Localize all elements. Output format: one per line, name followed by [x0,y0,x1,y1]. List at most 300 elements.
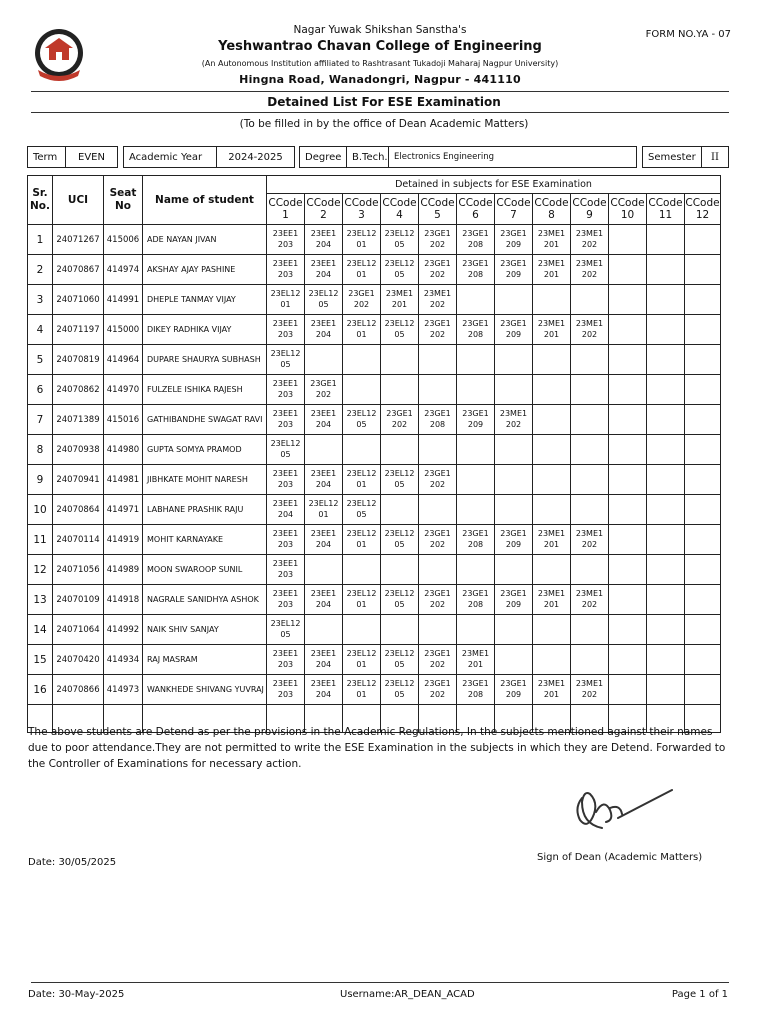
subject-code-part: 23EE1 [310,469,337,478]
subject-code-part: 23ME1 [537,319,566,328]
student-name-cell: NAIK SHIV SANJAY [143,615,267,645]
header-student-name: Name of student [143,176,267,225]
ccode-header-10 [609,194,647,225]
subject-code-part: 201 [543,599,560,609]
subject-code-cell [647,525,685,555]
ccode-number: 4 [396,209,403,221]
subject-code-cell [381,345,419,375]
subject-code-cell [457,225,495,255]
subject-code-cell [571,255,609,285]
uci-cell: 24070938 [53,435,104,465]
ccode-header-12 [685,194,721,225]
uci-cell: 24070420 [53,645,104,675]
subject-code-cell [457,285,495,315]
subject-code-cell [533,285,571,315]
header-seat-no: Seat No [104,176,143,225]
subject-code-cell [419,315,457,345]
subject-code-part: 23EE1 [272,379,299,388]
subject-code-cell [495,405,533,435]
subject-code-cell [495,465,533,495]
subject-code-cell [419,285,457,315]
subject-code-cell [571,375,609,405]
subject-code-part: 05 [394,479,405,489]
subject-code-cell [419,345,457,375]
subject-code-part: 05 [394,599,405,609]
subject-code-part: 23EL12 [384,319,415,328]
ccode-number: 1 [282,209,289,221]
subject-code-part: 23EL12 [270,289,301,298]
subject-code-part: 23ME1 [537,259,566,268]
subject-code-cell [571,495,609,525]
subject-code-part: 208 [467,599,484,609]
subject-code-cell [305,435,343,465]
subject-code-part: 204 [315,689,332,699]
subject-code-cell [343,495,381,525]
subject-code-cell [381,555,419,585]
sr-no-cell: 7 [28,405,53,435]
subject-code-cell [533,225,571,255]
sr-no-cell: 9 [28,465,53,495]
seat-no-cell: 414981 [104,465,143,495]
subject-code-cell [609,555,647,585]
subject-code-cell [685,585,721,615]
header-uci: UCI [53,176,104,225]
college-address: Hingna Road, Wanadongri, Nagpur - 441110 [239,73,521,86]
subject-code-cell [457,495,495,525]
seat-no-cell: 414971 [104,495,143,525]
subject-code-part: 01 [356,689,367,699]
subject-code-part: 23EL12 [346,679,377,688]
subject-code-cell [267,525,305,555]
subject-code-part: 23GE1 [462,589,489,598]
subject-code-cell [609,255,647,285]
subject-code-cell [343,615,381,645]
subject-code-part: 05 [356,419,367,429]
subject-code-cell [495,435,533,465]
table-row [28,675,721,705]
branch-name: Electronics Engineering [388,147,636,167]
subject-code-part: 23EL12 [384,649,415,658]
subject-code-cell [495,345,533,375]
subject-code-cell [533,405,571,435]
sr-no-cell: 16 [28,675,53,705]
table-row [28,375,721,405]
subject-code-part: 203 [277,659,294,669]
subject-code-part: 23EE1 [310,679,337,688]
subject-code-part: 23ME1 [575,319,604,328]
subject-code-cell [609,525,647,555]
subject-code-part: 23EE1 [310,529,337,538]
footer-divider [31,982,729,983]
ccode-number: 5 [434,209,441,221]
subject-code-cell [571,285,609,315]
uci-cell: 24071197 [53,315,104,345]
subject-code-part: 202 [505,419,522,429]
subject-code-cell [343,645,381,675]
subject-code-cell [457,585,495,615]
subject-code-part: 23EL12 [384,469,415,478]
subject-code-part: 202 [429,299,446,309]
sr-no-cell: 13 [28,585,53,615]
subject-code-part: 23EE1 [272,529,299,538]
table-row [28,585,721,615]
table-row [28,465,721,495]
subject-code-part: 23EL12 [270,619,301,628]
subject-code-part: 23EL12 [346,649,377,658]
subject-code-cell [647,225,685,255]
subject-code-part: 23EE1 [272,649,299,658]
semester-value: II [701,147,728,167]
subject-code-cell [305,315,343,345]
seat-no-cell: 414970 [104,375,143,405]
uci-cell: 24070819 [53,345,104,375]
subject-code-cell [495,615,533,645]
subject-code-cell [343,375,381,405]
ccode-label: CCode [268,197,303,209]
subject-code-cell [647,405,685,435]
subject-code-cell [685,285,721,315]
subject-code-cell [419,405,457,435]
table-row [28,405,721,435]
subject-code-part: 05 [394,329,405,339]
subject-code-cell [305,285,343,315]
student-name-cell: DIKEY RADHIKA VIJAY [143,315,267,345]
student-name-cell: AKSHAY AJAY PASHINE [143,255,267,285]
subject-code-part: 208 [467,239,484,249]
subject-code-part: 201 [543,689,560,699]
subject-code-cell [571,465,609,495]
subject-code-cell [647,255,685,285]
subject-code-part: 23EE1 [272,589,299,598]
subject-code-cell [457,675,495,705]
subject-code-part: 23EL12 [346,499,377,508]
subject-code-cell [571,525,609,555]
seat-no-cell: 414989 [104,555,143,585]
subject-code-cell [419,675,457,705]
subject-code-cell [647,435,685,465]
sr-no-cell: 10 [28,495,53,525]
ccode-label: CCode [610,197,645,209]
subject-code-cell [419,255,457,285]
subject-code-cell [533,495,571,525]
ccode-label: CCode [344,197,379,209]
table-row [28,255,721,285]
ccode-header-9 [571,194,609,225]
subject-code-part: 01 [318,509,329,519]
subject-code-cell [609,615,647,645]
subject-code-cell [381,585,419,615]
subject-code-cell [381,615,419,645]
subject-code-part: 23ME1 [575,679,604,688]
subject-code-cell [533,255,571,285]
subject-code-part: 23EL12 [384,259,415,268]
ccode-label: CCode [306,197,341,209]
subject-code-cell [343,585,381,615]
subject-code-cell [305,495,343,525]
subject-code-cell [267,225,305,255]
dean-signature [560,768,680,840]
subject-code-part: 01 [356,479,367,489]
subject-code-cell [647,315,685,345]
uci-cell: 24070114 [53,525,104,555]
detained-students-table [27,175,721,733]
table-row [28,615,721,645]
subject-code-part: 23GE1 [500,679,527,688]
subject-code-part: 202 [581,269,598,279]
subject-code-cell [267,495,305,525]
subject-code-cell [685,465,721,495]
subject-code-cell [305,525,343,555]
subject-code-part: 208 [467,329,484,339]
subject-code-part: 209 [505,539,522,549]
subject-code-cell [267,345,305,375]
college-logo [30,26,88,84]
semester-label: Semester [648,151,696,163]
uci-cell: 24070109 [53,585,104,615]
footer-date: Date: 30-May-2025 [28,989,125,1000]
ccode-label: CCode [534,197,569,209]
uci-cell: 24070864 [53,495,104,525]
table-row [28,285,721,315]
seat-no-cell: 414974 [104,255,143,285]
subject-code-cell [343,675,381,705]
subject-code-cell [381,405,419,435]
uci-cell: 24071267 [53,225,104,255]
subject-code-part: 23ME1 [537,679,566,688]
subject-code-cell [305,615,343,645]
subject-code-cell [267,255,305,285]
subject-code-cell [267,315,305,345]
subject-code-part: 203 [277,269,294,279]
ccode-number: 2 [320,209,327,221]
subject-code-part: 23GE1 [462,679,489,688]
ccode-number: 7 [510,209,517,221]
subject-code-part: 201 [543,269,560,279]
student-name-cell: MOHIT KARNAYAKE [143,525,267,555]
subject-code-cell [305,255,343,285]
student-name-cell: GUPTA SOMYA PRAMOD [143,435,267,465]
subject-code-cell [571,615,609,645]
student-name-cell: MOON SWAROOP SUNIL [143,555,267,585]
subject-code-part: 23GE1 [462,319,489,328]
subject-code-part: 23ME1 [575,529,604,538]
student-name-cell: LABHANE PRASHIK RAJU [143,495,267,525]
subject-code-part: 23GE1 [500,589,527,598]
subject-code-part: 203 [277,569,294,579]
subject-code-cell [685,225,721,255]
subject-code-part: 23GE1 [462,529,489,538]
subject-code-part: 23ME1 [537,589,566,598]
degree-value: B.Tech. [346,147,388,167]
term-label: Term [33,151,58,163]
subject-code-cell [381,495,419,525]
subject-code-part: 23EL12 [346,259,377,268]
subject-code-part: 203 [277,389,294,399]
subject-code-part: 05 [394,239,405,249]
ccode-number: 10 [620,209,635,221]
subject-code-cell [647,465,685,495]
subject-code-cell [533,615,571,645]
subject-code-cell [685,495,721,525]
subject-code-cell [267,435,305,465]
subject-code-cell [381,375,419,405]
uci-cell: 24071389 [53,405,104,435]
subject-code-part: 208 [467,269,484,279]
autonomous-note: (An Autonomous Institution affiliated to Rashtrasant Tukadoji Maharaj Nagpur University) [201,59,559,68]
subject-code-part: 208 [467,689,484,699]
header-sr-no: Sr. No. [28,176,53,225]
subject-code-part: 23ME1 [499,409,528,418]
subject-code-cell [685,255,721,285]
subject-code-cell [267,645,305,675]
subject-code-part: 23GE1 [462,259,489,268]
subject-code-part: 23ME1 [537,529,566,538]
ccode-header-5 [419,194,457,225]
subject-code-cell [533,465,571,495]
subject-code-part: 01 [356,539,367,549]
subject-code-part: 201 [467,659,484,669]
subject-code-part: 208 [467,539,484,549]
subject-code-cell [685,375,721,405]
subject-code-part: 05 [318,299,329,309]
subject-code-cell [647,615,685,645]
subject-code-cell [495,645,533,675]
ccode-label: CCode [420,197,455,209]
ccode-number: 12 [695,209,710,221]
subject-code-part: 23GE1 [424,259,451,268]
subject-code-part: 202 [429,239,446,249]
term-value: EVEN [65,147,117,167]
subject-code-cell [685,435,721,465]
seat-no-cell: 414934 [104,645,143,675]
semester-box [642,146,729,168]
subject-code-part: 23EL12 [346,469,377,478]
subject-code-cell [381,315,419,345]
uci-cell: 24070941 [53,465,104,495]
subject-code-part: 202 [581,599,598,609]
subject-code-part: 05 [280,629,291,639]
subject-code-cell [305,405,343,435]
degree-box [299,146,637,168]
subject-code-part: 23EL12 [346,589,377,598]
subject-code-part: 201 [391,299,408,309]
subject-code-cell [647,645,685,675]
subject-code-cell [267,405,305,435]
subject-code-cell [571,555,609,585]
subject-code-cell [305,225,343,255]
subject-code-cell [419,585,457,615]
subject-code-part: 23EL12 [384,229,415,238]
seat-no-cell: 414919 [104,525,143,555]
subject-code-cell [343,525,381,555]
subject-code-cell [419,435,457,465]
subject-code-cell [267,555,305,585]
table-row [28,645,721,675]
subject-code-cell [381,525,419,555]
sr-no-cell: 14 [28,615,53,645]
subject-code-part: 05 [394,269,405,279]
subject-code-part: 23EE1 [272,499,299,508]
subject-code-part: 204 [315,479,332,489]
uci-cell: 24070867 [53,255,104,285]
subject-code-cell [419,495,457,525]
subject-code-cell [609,375,647,405]
subject-code-cell [533,345,571,375]
student-name-cell: JIBHKATE MOHIT NARESH [143,465,267,495]
subject-code-part: 23EL12 [346,409,377,418]
subject-code-cell [571,225,609,255]
subject-code-part: 23ME1 [461,649,490,658]
subject-code-part: 201 [543,239,560,249]
subject-code-cell [647,285,685,315]
student-name-cell: FULZELE ISHIKA RAJESH [143,375,267,405]
uci-cell: 24070862 [53,375,104,405]
subject-code-cell [381,435,419,465]
subject-code-part: 203 [277,419,294,429]
subject-code-cell [457,375,495,405]
subject-code-part: 209 [505,689,522,699]
subject-code-cell [381,255,419,285]
subject-code-part: 23ME1 [385,289,414,298]
ccode-header-11 [647,194,685,225]
subject-code-cell [343,345,381,375]
subject-code-part: 05 [356,509,367,519]
ccode-header-1 [267,194,305,225]
subject-code-cell [609,285,647,315]
subject-code-cell [457,435,495,465]
footer-page-number: Page 1 of 1 [671,989,728,1000]
subject-code-part: 01 [356,329,367,339]
ccode-label: CCode [382,197,417,209]
ccode-label: CCode [648,197,683,209]
subject-code-part: 23GE1 [500,529,527,538]
subject-code-cell [343,285,381,315]
subject-code-part: 202 [429,689,446,699]
subject-code-cell [267,375,305,405]
table-row [28,435,721,465]
ccode-number: 3 [358,209,365,221]
subject-code-part: 23EE1 [310,229,337,238]
subject-code-cell [305,555,343,585]
subject-code-part: 202 [315,389,332,399]
subject-code-part: 23EE1 [310,649,337,658]
title-divider [31,112,729,113]
subject-code-cell [609,225,647,255]
seat-no-cell: 414964 [104,345,143,375]
uci-cell: 24071064 [53,615,104,645]
subject-code-cell [381,675,419,705]
subject-code-part: 23GE1 [424,469,451,478]
subject-code-cell [305,645,343,675]
subject-code-cell [457,345,495,375]
subject-code-part: 204 [315,659,332,669]
ccode-label: CCode [496,197,531,209]
subject-code-part: 209 [505,599,522,609]
subject-code-cell [419,375,457,405]
uci-cell: 24071060 [53,285,104,315]
student-name-cell: WANKHEDE SHIVANG YUVRAJ [143,675,267,705]
sr-no-cell: 5 [28,345,53,375]
subject-code-cell [533,315,571,345]
subject-code-part: 23EE1 [272,319,299,328]
subject-code-part: 204 [315,239,332,249]
subject-code-part: 23EE1 [272,679,299,688]
table-row [28,555,721,585]
subject-code-cell [609,315,647,345]
subject-code-cell [685,345,721,375]
subject-code-part: 202 [429,269,446,279]
subject-code-part: 23ME1 [575,259,604,268]
